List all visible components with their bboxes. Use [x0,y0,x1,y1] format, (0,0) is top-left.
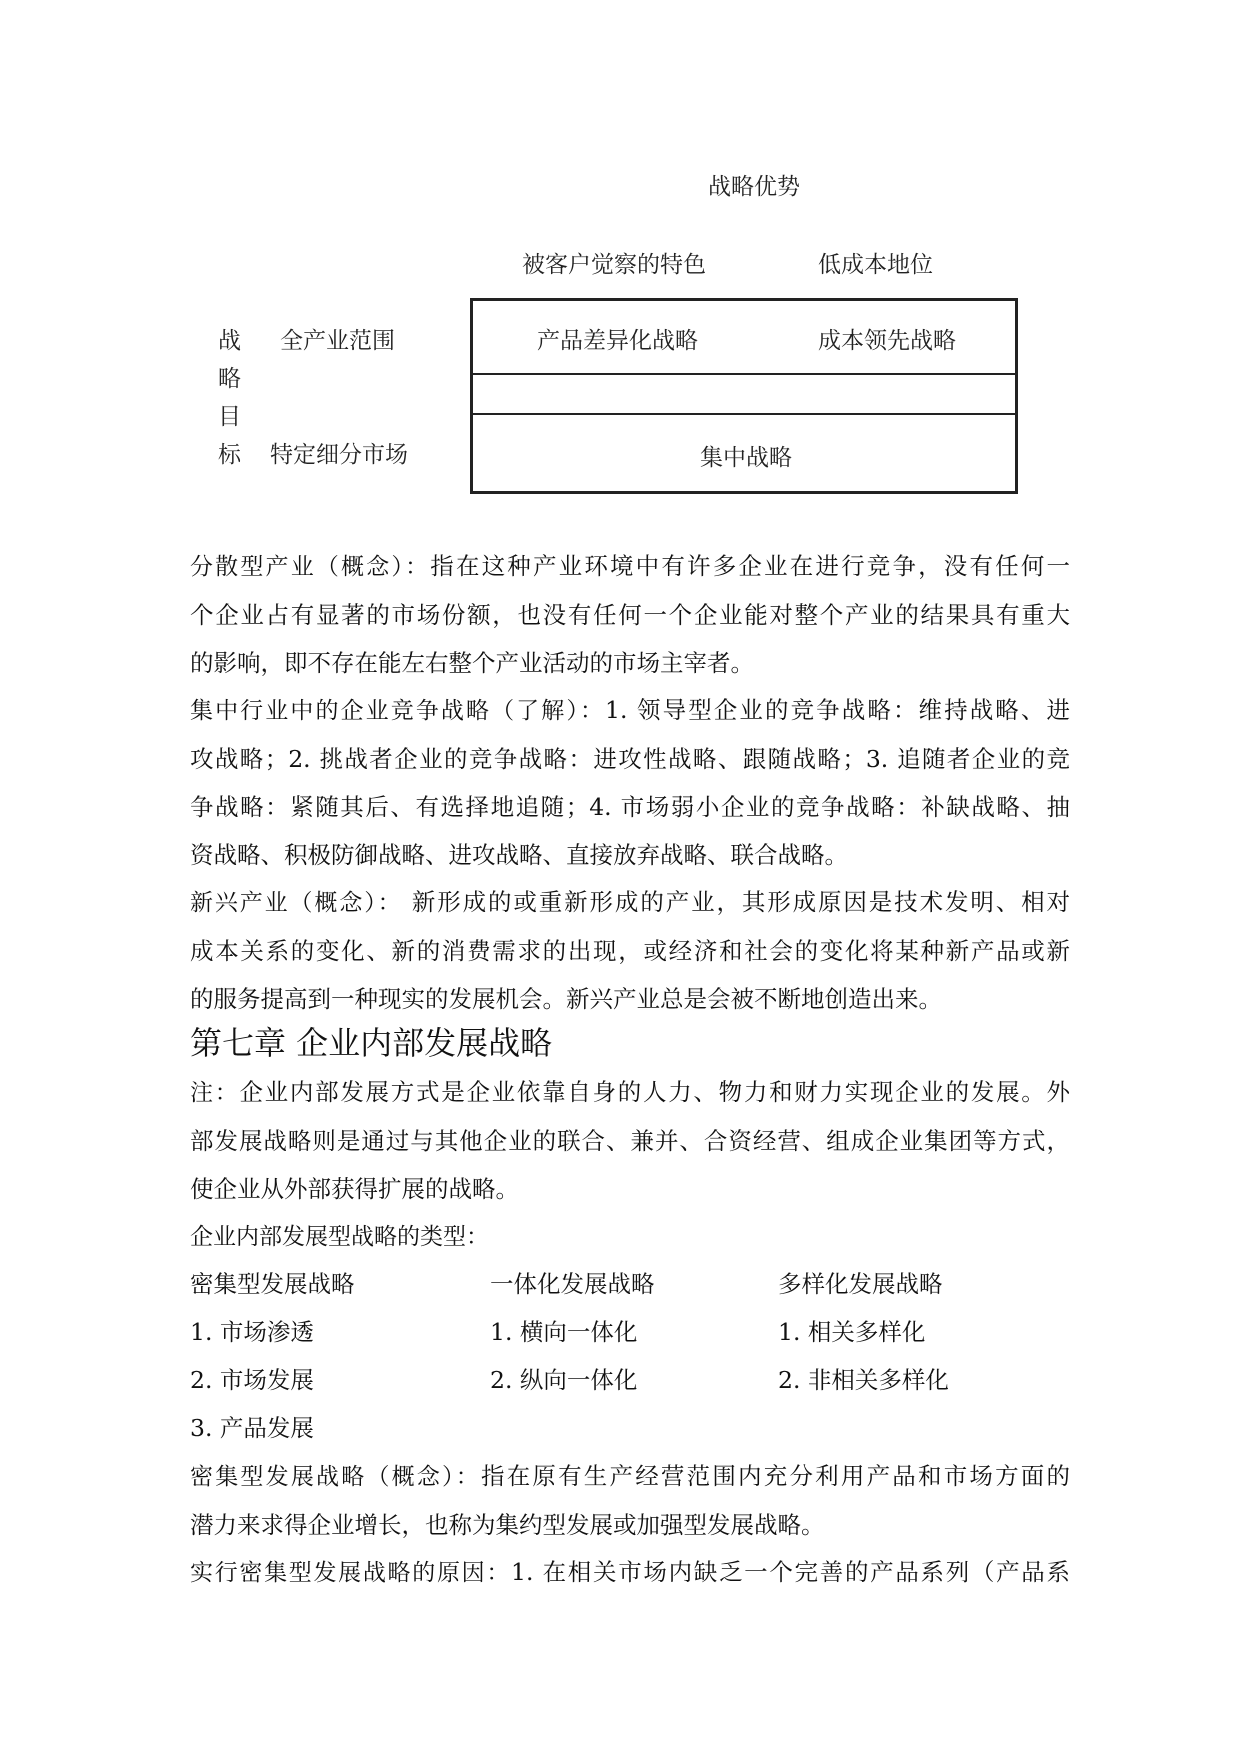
list-item: 3. 产品发展 [190,1414,314,1442]
text-line: 1. 领导型企业的竞争战略：维持战略、进 [605,696,1070,724]
paragraph-intensive-strategy [190,1452,1070,1549]
types-column-diversification [778,1260,949,1404]
term-label: 注： [190,1080,240,1106]
list-item: 1. 横向一体化 [490,1318,638,1346]
diagram-side-char-1: 战 [218,328,241,354]
text-line: 指在原有生产经营范围内充分利用产品和市场方面的 [480,1462,1071,1490]
diagram-side-char-4: 标 [218,442,241,468]
diagram-side-char-2: 略 [218,366,241,392]
list-item: 一体化发展战略 [490,1270,655,1298]
text-line: 新形成的或重新形成的产业，其形成原因是技术发明、相对 [402,888,1070,916]
list-item: 多样化发展战略 [778,1270,943,1298]
term-label: 集中行业中的企业竞争战略（了解）： [190,698,606,724]
list-item: 密集型发展战略 [190,1270,355,1298]
list-item: 2. 市场发展 [190,1366,314,1394]
diagram-cell-cost-leadership: 成本领先战略 [818,328,956,354]
diagram-row-label-segment: 特定细分市场 [270,442,408,468]
diagram-divider-2 [473,413,1015,415]
diagram-side-char-3: 目 [218,404,241,430]
text-line: 攻战略；2. 挑战者企业的竞争战略：进攻性战略、跟随战略；3. 追随者企业的竞 [190,745,1070,773]
list-item: 1. 相关多样化 [778,1318,926,1346]
text-line: 个企业占有显著的市场份额，也没有任何一个企业能对整个产业的结果具有重大 [190,601,1070,629]
term-label: 企业内部发展型战略的类型： [190,1224,489,1250]
diagram-divider-1 [473,373,1015,375]
text-line: 使企业从外部获得扩展的战略。 [190,1175,519,1203]
text-line: 潜力来求得企业增长，也称为集约型发展或加强型发展战略。 [190,1511,825,1539]
text-line: 成本关系的变化、新的消费需求的出现，或经济和社会的变化将某种新产品或新 [190,937,1070,965]
diagram-top-label: 战略优势 [708,174,800,200]
diagram-col-header-features: 被客户觉察的特色 [522,252,706,278]
diagram-cell-focus: 集中战略 [700,445,792,471]
text-line: 资战略、积极防御战略、进攻战略、直接放弃战略、联合战略。 [190,841,848,869]
list-item: 2. 纵向一体化 [490,1366,638,1394]
text-line: 企业内部发展方式是企业依靠自身的人力、物力和财力实现企业的发展。外 [239,1078,1071,1106]
term-label: 新兴产业（概念）： [190,890,403,916]
types-heading [190,1212,1070,1261]
diagram-cell-differentiation: 产品差异化战略 [537,328,698,354]
term-label: 分散型产业（概念）： [190,554,431,580]
text-line: 的服务提高到一种现实的发展机会。新兴产业总是会被不断地创造出来。 [190,985,942,1013]
paragraph-emerging-industry [190,878,1070,1023]
list-item: 1. 市场渗透 [190,1318,314,1346]
paragraph-note [190,1068,1070,1213]
paragraph-fragmented-industry [190,542,1070,687]
diagram-row-label-industry-wide: 全产业范围 [280,328,395,354]
chapter-title: 第七章 企业内部发展战略 [190,1024,553,1062]
types-column-integration [490,1260,655,1404]
text-line: 1. 在相关市场内缺乏一个完善的产品系列（产品系 [511,1558,1070,1586]
text-line: 争战略：紧随其后、有选择地追随；4. 市场弱小企业的竞争战略：补缺战略、抽 [190,793,1070,821]
types-column-intensive [190,1260,355,1452]
term-label: 实行密集型发展战略的原因： [190,1560,512,1586]
paragraph-intensive-reasons [190,1548,1070,1597]
list-item: 2. 非相关多样化 [778,1366,949,1394]
diagram-col-header-low-cost: 低成本地位 [818,252,933,278]
term-label: 密集型发展战略（概念）： [190,1464,481,1490]
text-line: 的影响，即不存在能左右整个产业活动的市场主宰者。 [190,649,754,677]
text-line: 部发展战略则是通过与其他企业的联合、兼并、合资经营、组成企业集团等方式， [190,1127,1070,1155]
text-line: 指在这种产业环境中有许多企业在进行竞争，没有任何一 [430,552,1071,580]
paragraph-concentrated-industry [190,686,1070,879]
